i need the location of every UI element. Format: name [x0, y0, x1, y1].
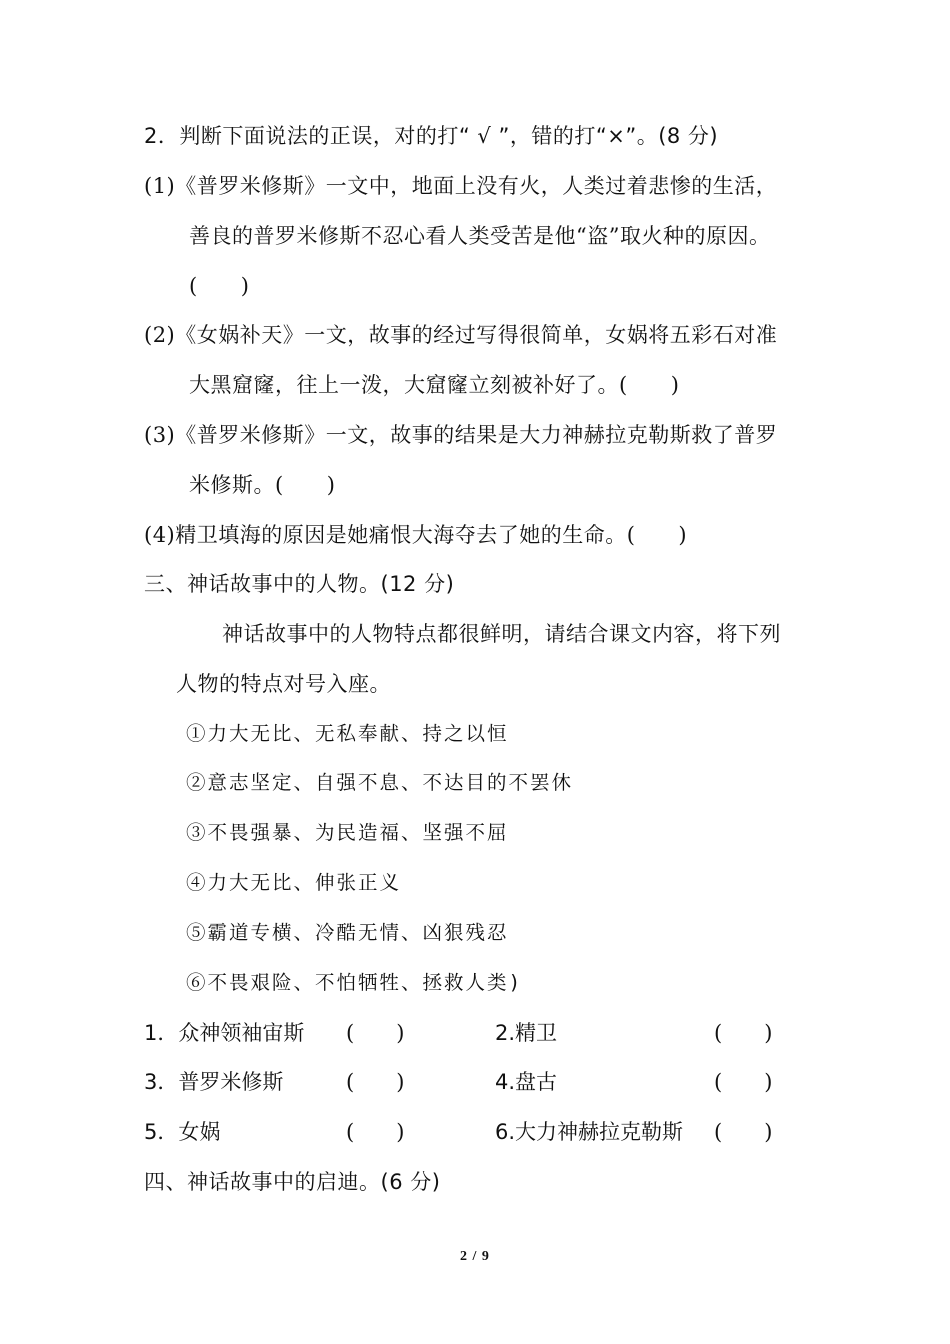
trait-option-6: ⑥不畏艰险、不怕牺牲、拯救人类) — [186, 971, 523, 994]
match-name-pangu: 4.盘古 — [495, 1070, 558, 1094]
match-blank-nuwa[interactable]: ( ) — [346, 1120, 405, 1144]
match-name-zeus: 1．众神领袖宙斯 — [144, 1021, 305, 1045]
q2-item-2-line-2: 大黑窟窿，往上一泼，大窟窿立刻被补好了。( ) — [189, 373, 680, 397]
trait-option-4: ④力大无比、伸张正义 — [186, 871, 402, 894]
page-number: 2 / 9 — [460, 1249, 490, 1264]
match-blank-zeus[interactable]: ( ) — [346, 1021, 405, 1045]
match-blank-prometheus[interactable]: ( ) — [346, 1070, 405, 1094]
q2-prompt: 2．判断下面说法的正误，对的打“ √ ”，错的打“×”。(8 分) — [144, 124, 719, 148]
section-3-intro-line-2: 人物的特点对号入座。 — [176, 672, 391, 696]
trait-option-2: ②意志坚定、自强不息、不达目的不罢休 — [186, 771, 574, 794]
match-name-prometheus: 3．普罗米修斯 — [144, 1070, 284, 1094]
q2-item-2-line-1: (2)《女娲补天》一文，故事的经过写得很简单，女娲将五彩石对准 — [144, 323, 778, 347]
q2-item-1-line-2: 善良的普罗米修斯不忍心看人类受苦是他“盗”取火种的原因。 — [189, 224, 771, 248]
match-name-heracles: 6.大力神赫拉克勒斯 — [495, 1120, 684, 1144]
section-3-heading: 三、神话故事中的人物。(12 分) — [144, 572, 455, 596]
q2-item-1-line-1: (1)《普罗米修斯》一文中，地面上没有火，人类过着悲惨的生活， — [144, 174, 778, 198]
q2-item-3-line-2: 米修斯。( ) — [189, 473, 336, 497]
section-3-intro-line-1: 神话故事中的人物特点都很鲜明，请结合课文内容，将下列 — [222, 622, 781, 646]
match-name-nuwa: 5．女娲 — [144, 1120, 221, 1144]
trait-option-5: ⑤霸道专横、冷酷无情、凶狠残忍 — [186, 921, 509, 944]
trait-option-3: ③不畏强暴、为民造福、坚强不屈 — [186, 821, 509, 844]
q2-item-1-answer-blank[interactable]: ( ) — [189, 274, 250, 298]
match-blank-heracles[interactable]: ( ) — [714, 1120, 773, 1144]
match-name-jingwei: 2.精卫 — [495, 1021, 558, 1045]
trait-option-1: ①力大无比、无私奉献、持之以恒 — [186, 722, 509, 745]
section-4-heading: 四、神话故事中的启迪。(6 分) — [144, 1170, 441, 1194]
q2-item-3-line-1: (3)《普罗米修斯》一文，故事的结果是大力神赫拉克勒斯救了普罗 — [144, 423, 778, 447]
match-blank-jingwei[interactable]: ( ) — [714, 1021, 773, 1045]
q2-item-4-line-1: (4)精卫填海的原因是她痛恨大海夺去了她的生命。( ) — [144, 523, 688, 547]
match-blank-pangu[interactable]: ( ) — [714, 1070, 773, 1094]
